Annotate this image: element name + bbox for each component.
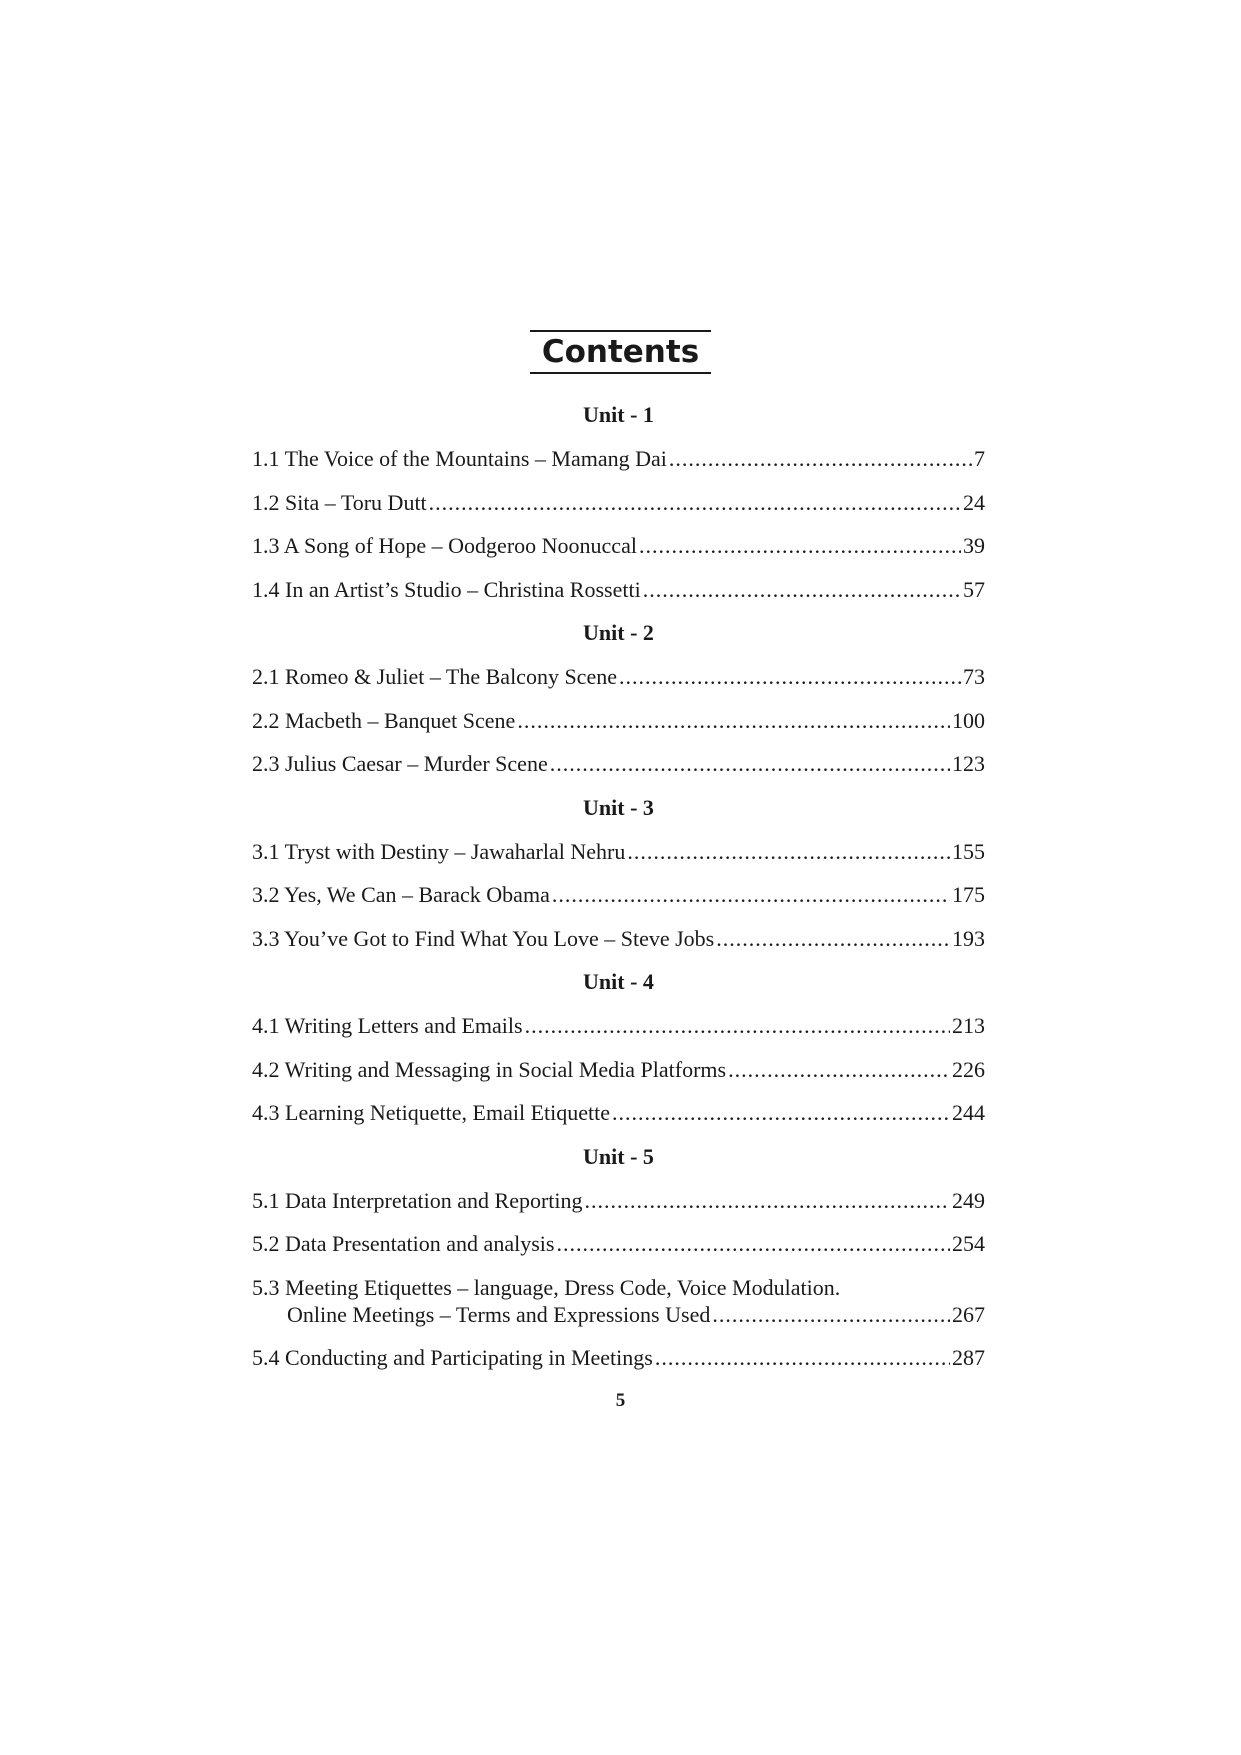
leader-dots <box>525 1004 950 1048</box>
leader-dots <box>716 917 950 961</box>
toc-entry[interactable] <box>252 1004 985 1048</box>
toc-entry[interactable] <box>252 1179 985 1223</box>
toc-entry[interactable] <box>252 1266 985 1336</box>
toc-entry-label: 2.3 Julius Caesar – Murder Scene <box>252 751 548 776</box>
toc-entry-page: 287 <box>952 1344 985 1370</box>
leader-dots <box>612 1091 950 1135</box>
toc-entry-page: 175 <box>952 882 985 907</box>
toc-entry-label: 1.1 The Voice of the Mountains – Mamang Dai <box>252 446 667 471</box>
toc-entry-page: 213 <box>952 1013 985 1038</box>
toc-entry-label: 3.3 You’ve Got to Find What You Love – Steve Jobs <box>252 925 715 951</box>
leader-dots <box>517 699 950 743</box>
toc-entry-label: 5.1 Data Interpretation and Reporting <box>252 1187 583 1213</box>
leader-dots <box>655 1336 950 1380</box>
leader-dots <box>619 655 961 699</box>
toc-entry-label: 2.1 Romeo & Juliet – The Balcony Scene <box>252 664 617 689</box>
unit-heading: Unit - 3 <box>583 794 654 820</box>
toc-entry-page: 73 <box>963 664 985 689</box>
toc-entry[interactable] <box>252 830 985 874</box>
toc-entry-label: 1.4 In an Artist’s Studio – Christina Rossetti <box>252 576 641 602</box>
toc-entry[interactable] <box>252 1091 985 1135</box>
toc-entry[interactable] <box>252 568 985 612</box>
unit-heading: Unit - 4 <box>583 969 654 994</box>
toc-entry-label-continued: Online Meetings – Terms and Expressions Used <box>287 1301 711 1327</box>
table-of-contents <box>252 393 985 1379</box>
toc-entry-label: 5.3 Meeting Etiquettes – language, Dress Code, Voice Modulation. <box>252 1274 841 1300</box>
toc-entry[interactable] <box>252 873 985 917</box>
toc-entry-page: 267 <box>952 1301 985 1327</box>
toc-entry-label: 3.2 Yes, We Can – Barack Obama <box>252 882 550 907</box>
toc-entry-page: 155 <box>952 838 985 864</box>
toc-entry-label: 5.2 Data Presentation and analysis <box>252 1231 555 1256</box>
toc-entry[interactable] <box>252 742 985 786</box>
toc-entry[interactable] <box>252 917 985 961</box>
toc-entry-page: 100 <box>952 707 985 733</box>
leader-dots <box>669 437 972 481</box>
toc-entry-label: 4.2 Writing and Messaging in Social Media Platforms <box>252 1056 727 1082</box>
leader-dots <box>639 524 961 568</box>
toc-entry-page: 244 <box>952 1100 985 1125</box>
leader-dots <box>585 1179 950 1223</box>
toc-entry-page: 7 <box>974 446 985 471</box>
leader-dots <box>627 830 950 874</box>
toc-entry[interactable] <box>252 1336 985 1380</box>
leader-dots <box>550 742 950 786</box>
toc-entry-page: 249 <box>952 1187 985 1213</box>
title-wrap <box>0 330 1241 374</box>
toc-entry[interactable] <box>252 699 985 743</box>
toc-entry-page: 254 <box>952 1231 985 1256</box>
leader-dots <box>728 1048 950 1092</box>
toc-entry[interactable] <box>252 1048 985 1092</box>
toc-entry-label: 4.3 Learning Netiquette, Email Etiquette <box>252 1100 610 1125</box>
toc-entry-page: 57 <box>963 576 985 602</box>
toc-entry-page: 123 <box>952 751 985 776</box>
unit-heading: Unit - 1 <box>583 402 654 427</box>
toc-entry-label: 2.2 Macbeth – Banquet Scene <box>252 707 516 733</box>
leader-dots <box>556 1222 950 1266</box>
toc-entry-line2 <box>252 1301 985 1328</box>
toc-entry[interactable] <box>252 1222 985 1266</box>
toc-entry-label: 4.1 Writing Letters and Emails <box>252 1013 523 1038</box>
toc-entry-page: 193 <box>952 925 985 951</box>
toc-entry-label: 5.4 Conducting and Participating in Meetings <box>252 1344 653 1370</box>
toc-entry[interactable] <box>252 524 985 568</box>
unit-heading: Unit - 5 <box>583 1143 654 1169</box>
toc-entry-page: 24 <box>963 489 985 515</box>
leader-dots <box>552 873 950 917</box>
toc-entry[interactable] <box>252 437 985 481</box>
toc-entry-label: 1.2 Sita – Toru Dutt <box>252 489 427 515</box>
toc-entry-label: 3.1 Tryst with Destiny – Jawaharlal Nehru <box>252 838 626 864</box>
toc-entry-page: 39 <box>963 533 985 558</box>
unit-heading: Unit - 2 <box>583 620 654 645</box>
toc-entry-label: 1.3 A Song of Hope – Oodgeroo Noonuccal <box>252 533 637 558</box>
toc-entry[interactable] <box>252 481 985 525</box>
page-title: Contents <box>530 330 711 374</box>
toc-entry-page: 226 <box>952 1056 985 1082</box>
leader-dots <box>643 568 961 612</box>
leader-dots <box>429 481 961 525</box>
leader-dots <box>712 1301 950 1328</box>
toc-entry[interactable] <box>252 655 985 699</box>
page-number: 5 <box>615 1390 626 1411</box>
